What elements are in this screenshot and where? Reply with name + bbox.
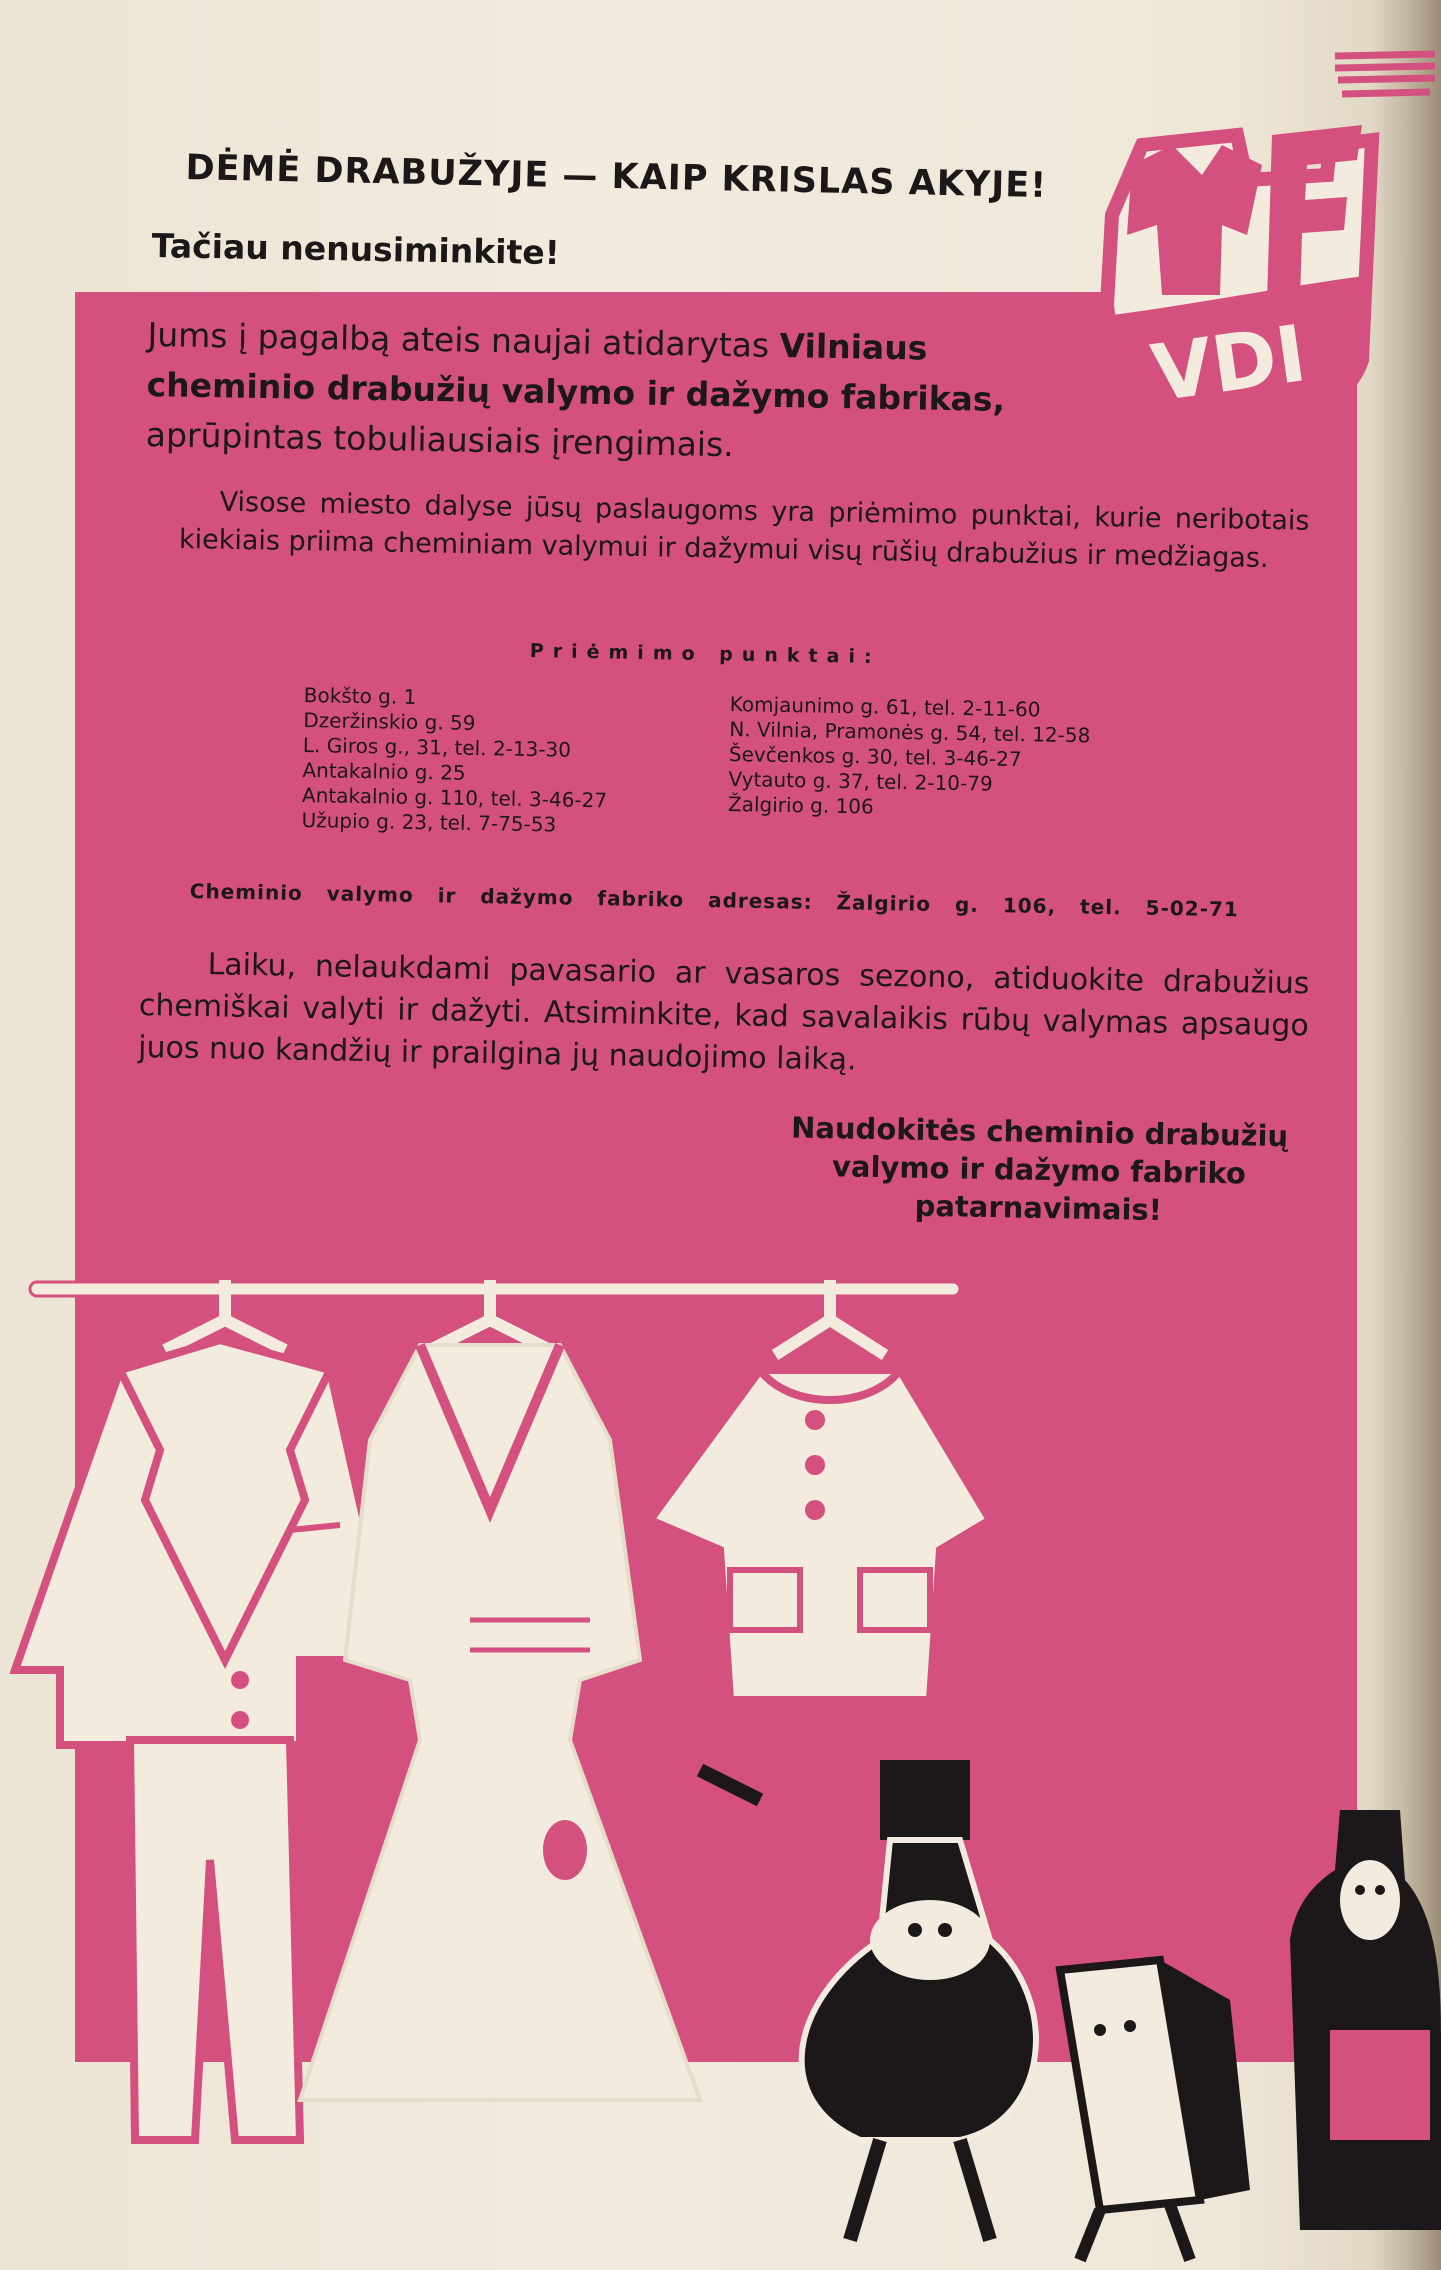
collection-point: Vytauto g. 37, tel. 2-10-79 [728, 766, 993, 796]
intro-factory-name: Vilniaus cheminio drabužių valymo ir dažymo fabrikas, [146, 326, 1006, 419]
headline: DĖMĖ DRABUŽYJE — KAIP KRISLAS AKYJE! [185, 148, 1048, 207]
clothing-illustration [0, 1240, 1441, 2270]
slogan-line: patarnavimais! [914, 1188, 1163, 1228]
collection-points-right [728, 692, 1091, 823]
suit-jacket-icon [15, 1340, 395, 1745]
logo-letter: F [1327, 236, 1341, 260]
paragraph-collection-points: Visose miesto dalyse jūsų paslaugoms yra priėmimo punktai, kurie neribotais kiekiais priima cheminiam valymui ir dažymui visų rūšių drabužius ir medžiagas. [178, 486, 1310, 575]
subheadline: Tačiau nenusiminkite! [151, 226, 561, 273]
stain-icon [543, 1820, 587, 1880]
collection-points-left [301, 683, 609, 838]
slogan-line: Naudokitės cheminio drabužių [790, 1110, 1289, 1154]
child-coat-icon [650, 1370, 990, 1700]
collection-point: Užupio g. 23, tel. 7-75-53 [301, 807, 557, 837]
logo-text: VDI [1146, 309, 1312, 420]
vdi-logo [1072, 105, 1402, 435]
trousers-icon [130, 1740, 300, 2140]
collection-point: Antakalnio g. 110, tel. 3-46-27 [301, 782, 608, 813]
collection-points-heading: Priėmimo punktai: [529, 640, 881, 669]
collection-point: N. Vilnia, Pramonės g. 54, tel. 12-58 [729, 716, 1091, 748]
bottle-mascot-icon [700, 1760, 1036, 2240]
collection-point: Komjaunimo g. 61, tel. 2-11-60 [729, 692, 1041, 722]
collection-point: Bokšto g. 1 [303, 683, 417, 709]
intro-part1: Jums į pagalbą ateis naujai atidarytas [147, 314, 780, 366]
corner-stripes-decoration [1330, 48, 1440, 108]
slogan [758, 1108, 1320, 1232]
paragraph-season-advice: Laiku, nelaukdami pavasario ar vasaros sezono, atiduokite drabužius chemiškai valyti ir dažyti. Atsiminkite, kad savalaikis rūbų valymas apsaugo juos nuo kandžių ir prailgina jų naudojimo laiką. [137, 947, 1310, 1078]
soap-box-mascot-icon [1060, 1960, 1250, 2260]
intro-part2: aprūpintas tobuliausiais įrengimais. [145, 414, 735, 465]
collection-point: Antakalnio g. 25 [302, 757, 466, 785]
second-bottle-mascot-icon [1290, 1810, 1441, 2230]
factory-address: Cheminio valymo ir dažymo fabriko adresas: Žalgirio g. 106, tel. 5-02-71 [189, 879, 1240, 922]
collection-point: Dzeržinskio g. 59 [303, 707, 476, 735]
intro-text [145, 310, 1007, 475]
collection-point: Ševčenkos g. 30, tel. 3-46-27 [728, 741, 1022, 772]
slogan-line: valymo ir dažymo fabriko [831, 1149, 1247, 1191]
collection-point: L. Giros g., 31, tel. 2-13-30 [302, 732, 572, 762]
dress-icon [300, 1345, 700, 2100]
collection-point: Žalgirio g. 106 [727, 791, 874, 819]
